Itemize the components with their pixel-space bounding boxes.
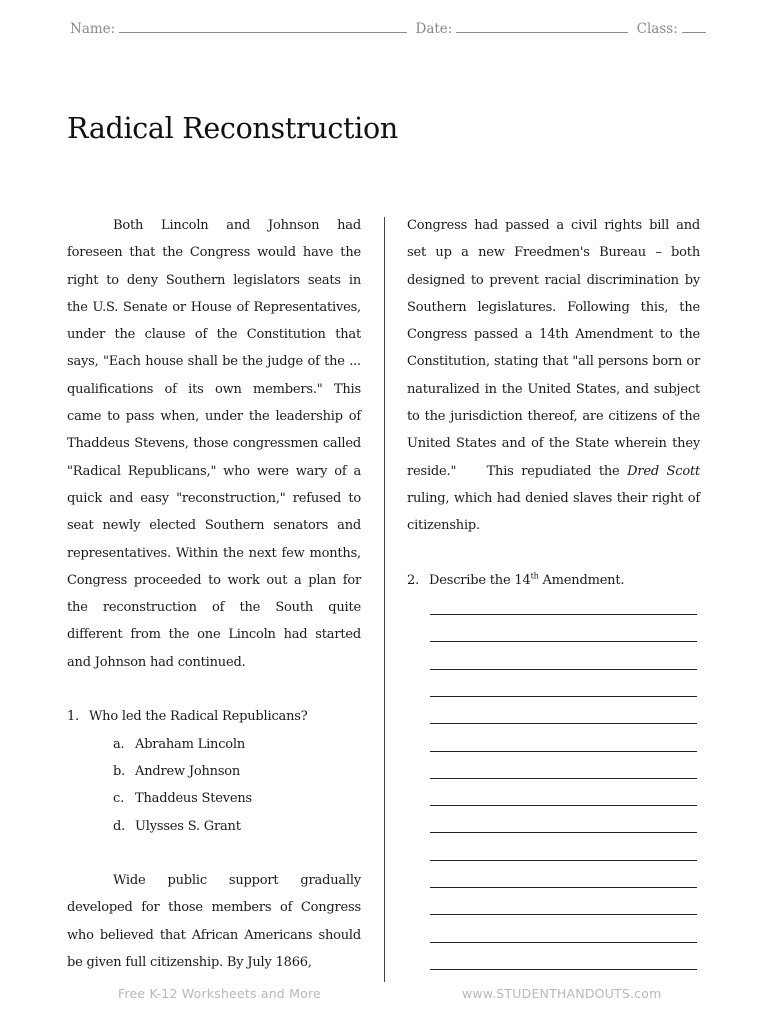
name-label: Name: bbox=[70, 21, 116, 37]
continued-paragraph: Congress had passed a civil rights bill and set up a new Freedmen's Bureau – both designed to prevent racial discrimination by Southern legislatures. Following this, the Congress passed a 14th Amendment to the Constitution, stating that "all persons born or naturalized in the United States, and subject to the jurisdiction thereof, are citizens of the United States and of the State wherein they reside." This repudiated the Dred Scott ruling, which had denied slaves their right of citizenship. bbox=[407, 218, 701, 534]
answer-line[interactable] bbox=[430, 887, 697, 888]
class-field[interactable] bbox=[682, 19, 706, 33]
support-paragraph: Wide public support gradually developed for those members of Congress who believed that African Americans should be given full citizenship. By July 1866, bbox=[67, 873, 361, 971]
footer-left-text: Free K-12 Worksheets and More bbox=[118, 986, 321, 1001]
answer-line[interactable] bbox=[430, 860, 697, 861]
answer-line[interactable] bbox=[430, 805, 697, 806]
footer-website[interactable]: www.STUDENTHANDOUTS.com bbox=[462, 986, 662, 1001]
question-2: 2. Describe the 14th Amendment. bbox=[407, 567, 700, 594]
answer-line[interactable] bbox=[430, 751, 697, 752]
option-c[interactable]: c. Thaddeus Stevens bbox=[113, 791, 253, 807]
answer-line[interactable] bbox=[430, 723, 697, 724]
right-column bbox=[407, 212, 700, 594]
date-label: Date: bbox=[415, 21, 453, 37]
class-label: Class: bbox=[636, 21, 678, 37]
question-2-number: 2. bbox=[407, 572, 420, 588]
answer-line[interactable] bbox=[430, 914, 697, 915]
question-1 bbox=[67, 703, 361, 730]
answer-line[interactable] bbox=[430, 696, 697, 697]
answer-line[interactable] bbox=[430, 778, 697, 779]
question-1-number: 1. bbox=[67, 709, 80, 725]
option-d[interactable]: d. Ulysses S. Grant bbox=[113, 818, 241, 834]
answer-line[interactable] bbox=[430, 969, 697, 970]
answer-line[interactable] bbox=[430, 832, 697, 833]
option-b[interactable]: b. Andrew Johnson bbox=[113, 763, 241, 779]
continued-paragraph-text: Congress had passed a civil rights bill and set up a new Freedmen's Bureau – both designed to prevent racial discrimination by Southern legislatures. Following this, the Congress passed a 14th Amendment to the Constitution, stating that "all persons born or naturalized in the United States, and subject to the jurisdiction thereof, are citizens of the United States and of the State wherein they reside." bbox=[407, 218, 700, 479]
answer-line[interactable] bbox=[430, 669, 697, 670]
column-divider bbox=[384, 217, 385, 982]
student-info-header bbox=[70, 19, 700, 41]
left-column bbox=[67, 212, 361, 976]
answer-line[interactable] bbox=[430, 942, 697, 943]
answer-line[interactable] bbox=[430, 614, 697, 615]
date-field[interactable] bbox=[456, 19, 628, 33]
name-field[interactable] bbox=[119, 19, 407, 33]
page-title: Radical Reconstruction bbox=[67, 112, 398, 145]
option-a[interactable]: a. Abraham Lincoln bbox=[113, 736, 246, 752]
question-1-text: Who led the Radical Republicans? bbox=[89, 709, 308, 725]
intro-paragraph: Both Lincoln and Johnson had foreseen that the Congress would have the right to deny Southern legislators seats in the U.S. Senate or House of Representatives, under the clause of the Constitution that says, "Each house shall be the judge of the ... qualifications of its own members." This came to pass when, under the leadership of Thaddeus Stevens, those congressmen called "Radical Republicans," who were wary of a quick and easy "reconstruction," refused to seat newly elected Southern senators and representatives. Within the next few months, Congress proceeded to work out a plan for the reconstruction of the South quite different from the one Lincoln had started and Johnson had continued. bbox=[67, 218, 361, 670]
dred-scott-italic: Dred Scott bbox=[627, 463, 701, 479]
answer-line[interactable] bbox=[430, 641, 697, 642]
